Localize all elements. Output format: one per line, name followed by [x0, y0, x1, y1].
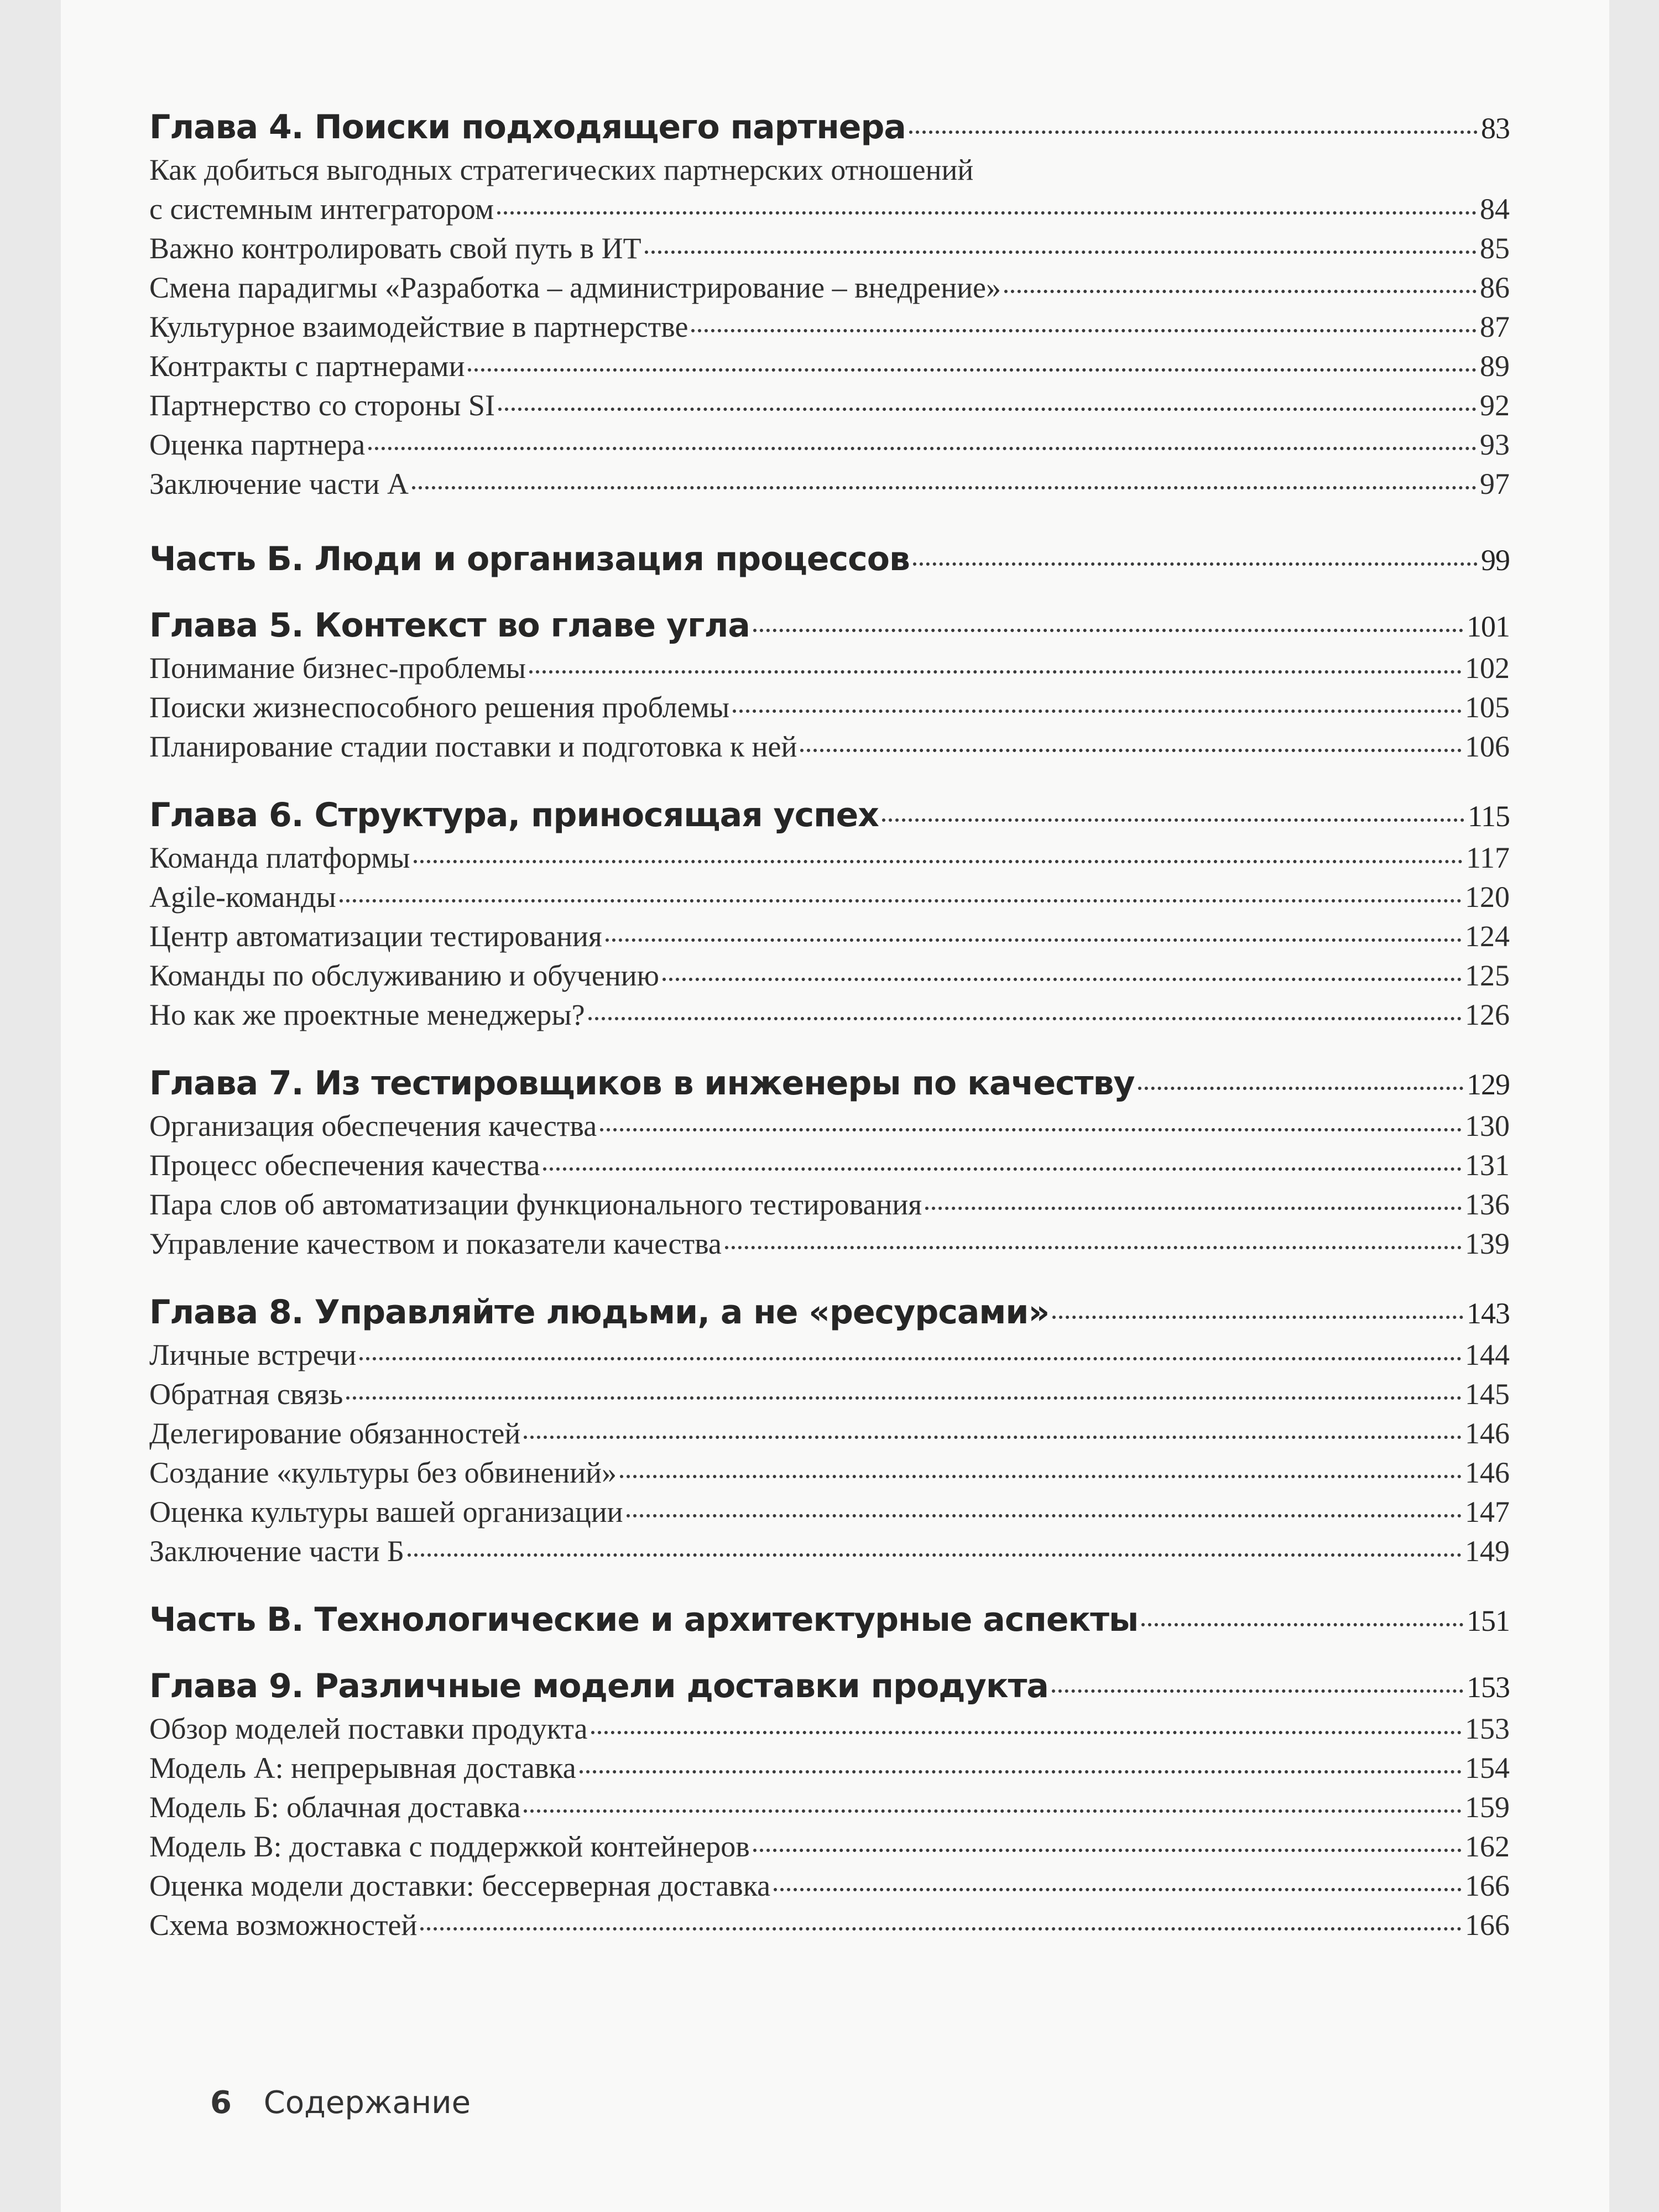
dot-leader — [913, 562, 1478, 566]
toc-spacer — [149, 1571, 1510, 1598]
toc-section-entry — [149, 1146, 1510, 1185]
toc-entry-page: 115 — [1468, 800, 1510, 833]
toc-chapter-entry — [149, 105, 1510, 150]
toc-entry-title: Модель А: непрерывная доставка — [149, 1751, 576, 1785]
toc-entry-page: 92 — [1480, 389, 1510, 422]
toc-entry-title: Глава 6. Структура, приносящая успех — [149, 796, 879, 834]
dot-leader — [620, 1475, 1462, 1478]
dot-leader — [1004, 290, 1477, 293]
dot-leader — [420, 1927, 1462, 1931]
toc-entry-title: Схема возможностей — [149, 1908, 418, 1942]
toc-section-entry — [149, 1185, 1510, 1224]
toc-entry-title: Создание «культуры без обвинений» — [149, 1456, 617, 1489]
toc-entry-title-line: Как добиться выгодных стратегических партнерских отношений — [149, 153, 974, 186]
dot-leader — [580, 1770, 1462, 1773]
toc-section-entry — [149, 229, 1510, 268]
dot-leader — [359, 1357, 1462, 1360]
dot-leader — [1052, 1689, 1463, 1693]
toc-entry-page: 166 — [1465, 1869, 1510, 1902]
toc-entry-title: Глава 9. Различные модели доставки продукта — [149, 1667, 1048, 1705]
toc-entry-title: с системным интегратором — [149, 192, 494, 226]
toc-entry-page: 89 — [1480, 349, 1510, 383]
toc-entry-page: 131 — [1465, 1149, 1510, 1182]
dot-leader — [524, 1809, 1462, 1813]
toc-chapter-entry — [149, 1664, 1510, 1709]
toc-entry-page: 87 — [1480, 310, 1510, 343]
toc-spacer — [149, 1264, 1510, 1290]
toc-section-entry — [149, 1493, 1510, 1532]
toc-section-entry — [149, 1107, 1510, 1146]
toc-entry-page: 117 — [1466, 841, 1510, 874]
dot-leader — [524, 1436, 1462, 1439]
toc-entry-page: 149 — [1465, 1535, 1510, 1568]
toc-section-entry — [149, 190, 1510, 229]
toc-chapter-entry — [149, 1290, 1510, 1335]
dot-leader — [753, 1849, 1462, 1852]
dot-leader — [1138, 1087, 1463, 1090]
running-footer-label: Содержание — [263, 2085, 471, 2121]
toc-section-entry — [149, 347, 1510, 386]
dot-leader — [368, 447, 1477, 450]
toc-entry-title: Управление качеством и показатели качества — [149, 1227, 722, 1260]
toc-section-entry — [149, 1866, 1510, 1906]
toc-entry-page: 129 — [1467, 1068, 1510, 1101]
toc-entry-page: 97 — [1480, 467, 1510, 500]
toc-entry-page: 162 — [1465, 1830, 1510, 1863]
toc-entry-page: 125 — [1465, 959, 1510, 992]
dot-leader — [497, 211, 1477, 215]
dot-leader — [346, 1396, 1462, 1400]
toc-section-entry — [149, 1749, 1510, 1788]
toc-entry-title: Контракты с партнерами — [149, 349, 465, 383]
toc-entry-page: 126 — [1465, 998, 1510, 1031]
toc-entry-page: 143 — [1467, 1297, 1510, 1330]
toc-section-entry — [149, 649, 1510, 688]
dot-leader — [414, 860, 1463, 863]
toc-entry-page: 130 — [1465, 1109, 1510, 1142]
toc-section-entry — [149, 688, 1510, 727]
toc-section-entry — [149, 268, 1510, 307]
toc-entry-title: Делегирование обязанностей — [149, 1417, 521, 1450]
toc-entry-page: 154 — [1465, 1751, 1510, 1785]
toc-entry-title: Культурное взаимодействие в партнерстве — [149, 310, 688, 343]
toc-entry-page: 153 — [1467, 1671, 1510, 1704]
toc-entry-page: 153 — [1465, 1712, 1510, 1745]
toc-entry-title: Заключение части Б — [149, 1535, 404, 1568]
toc-entry-title: Обзор моделей поставки продукта — [149, 1712, 588, 1745]
toc-section-entry — [149, 838, 1510, 878]
toc-section-entry — [149, 1788, 1510, 1827]
toc-entry-title: Оценка культуры вашей организации — [149, 1495, 623, 1528]
dot-leader — [412, 486, 1477, 489]
toc-section-entry — [149, 727, 1510, 766]
toc-entry-page: 147 — [1465, 1495, 1510, 1528]
toc-section-entry — [149, 956, 1510, 995]
toc-section-entry — [149, 995, 1510, 1035]
toc-entry-page: 105 — [1465, 691, 1510, 724]
dot-leader — [753, 629, 1463, 632]
toc-entry-page: 139 — [1465, 1227, 1510, 1260]
toc-entry-title: Важно контролировать свой путь в ИТ — [149, 232, 641, 265]
dot-leader — [627, 1514, 1462, 1517]
toc-chapter-entry — [149, 537, 1510, 582]
dot-leader — [800, 749, 1462, 752]
dot-leader — [1052, 1316, 1463, 1319]
toc-chapter-entry — [149, 1598, 1510, 1643]
toc-entry-page: 146 — [1465, 1417, 1510, 1450]
toc-entry-title: Оценка партнера — [149, 428, 366, 461]
toc-spacer — [149, 582, 1510, 603]
dot-leader — [925, 1207, 1462, 1210]
toc-entry-title: Команды по обслуживанию и обучению — [149, 959, 659, 992]
toc-spacer — [149, 1643, 1510, 1664]
toc-spacer — [149, 1035, 1510, 1061]
toc-section-entry — [149, 1335, 1510, 1375]
dot-leader — [606, 938, 1462, 942]
toc-spacer — [149, 766, 1510, 793]
toc-entry-title: Смена парадигмы «Разработка – администрирование – внедрение» — [149, 271, 1001, 304]
toc-entry-page: 136 — [1465, 1188, 1510, 1221]
toc-spacer — [149, 504, 1510, 537]
dot-leader — [588, 1017, 1462, 1020]
toc-section-entry — [149, 386, 1510, 425]
toc-chapter-entry — [149, 1061, 1510, 1107]
toc-entry-page: 86 — [1480, 271, 1510, 304]
toc-section-entry — [149, 1453, 1510, 1493]
toc-entry-page: 101 — [1467, 610, 1510, 643]
toc-section-entry — [149, 1827, 1510, 1866]
dot-leader — [600, 1128, 1462, 1131]
dot-leader — [645, 251, 1477, 254]
dot-leader — [591, 1731, 1462, 1734]
toc-entry-page: 84 — [1480, 192, 1510, 226]
toc-section-entry — [149, 1414, 1510, 1453]
dot-leader — [882, 818, 1464, 822]
toc-entry-page: 145 — [1465, 1378, 1510, 1411]
dot-leader — [340, 899, 1462, 902]
toc-section-entry — [149, 1224, 1510, 1264]
toc-entry-title: Часть В. Технологические и архитектурные аспекты — [149, 1600, 1139, 1639]
toc-entry-title: Поиски жизнеспособного решения проблемы — [149, 691, 730, 724]
toc-entry-title: Понимание бизнес-проблемы — [149, 651, 526, 685]
dot-leader — [909, 131, 1478, 134]
dot-leader — [529, 670, 1462, 674]
dot-leader — [1141, 1623, 1463, 1626]
toc-entry-title: Обратная связь — [149, 1378, 343, 1411]
dot-leader — [408, 1553, 1462, 1557]
toc-entry-page: 151 — [1467, 1604, 1510, 1637]
toc-chapter-entry — [149, 603, 1510, 649]
toc-entry-title: Процесс обеспечения качества — [149, 1149, 540, 1182]
book-page — [61, 0, 1609, 2212]
toc-entry-title: Глава 4. Поиски подходящего партнера — [149, 108, 906, 147]
toc-section-entry — [149, 1906, 1510, 1945]
toc-entry-page: 120 — [1465, 880, 1510, 914]
toc-entry-title: Модель В: доставка с поддержкой контейнеров — [149, 1830, 750, 1863]
page-footer — [210, 2085, 471, 2121]
dot-leader — [725, 1246, 1462, 1249]
toc-entry-title: Глава 7. Из тестировщиков в инженеры по качеству — [149, 1064, 1135, 1103]
toc-entry-page: 99 — [1481, 544, 1510, 577]
toc-entry-title: Глава 5. Контекст во главе угла — [149, 606, 750, 645]
dot-leader — [468, 368, 1477, 372]
toc-chapter-entry — [149, 793, 1510, 838]
dot-leader — [543, 1167, 1462, 1171]
dot-leader — [498, 408, 1477, 411]
toc-entry-title: Планирование стадии поставки и подготовка к ней — [149, 730, 797, 763]
toc-entry-page: 93 — [1480, 428, 1510, 461]
toc-section-entry — [149, 465, 1510, 504]
toc-section-entry — [149, 1709, 1510, 1749]
toc-entry-title: Команда платформы — [149, 841, 410, 874]
toc-entry-title: Организация обеспечения качества — [149, 1109, 597, 1142]
toc-entry-page: 159 — [1465, 1791, 1510, 1824]
toc-entry-page: 83 — [1481, 112, 1510, 145]
toc-entry-page: 85 — [1480, 232, 1510, 265]
toc-entry-page: 144 — [1465, 1338, 1510, 1371]
toc-section-entry — [149, 878, 1510, 917]
toc-section-entry — [149, 917, 1510, 956]
toc-entry-page: 146 — [1465, 1456, 1510, 1489]
toc-entry-title: Но как же проектные менеджеры? — [149, 998, 585, 1031]
toc-entry-page: 124 — [1465, 920, 1510, 953]
toc-entry-page: 106 — [1465, 730, 1510, 763]
toc-entry-title: Agile-команды — [149, 880, 336, 914]
toc-section-entry — [149, 307, 1510, 347]
toc-entry-title: Часть Б. Люди и организация процессов — [149, 540, 910, 578]
toc-section-entry — [149, 1375, 1510, 1414]
toc-section-entry — [149, 1532, 1510, 1571]
toc-entry-title: Личные встречи — [149, 1338, 357, 1371]
page-number: 6 — [210, 2085, 232, 2121]
dot-leader — [733, 709, 1462, 713]
toc-entry-title: Оценка модели доставки: бессерверная доставка — [149, 1869, 771, 1902]
toc-entry-title: Центр автоматизации тестирования — [149, 920, 602, 953]
dot-leader — [691, 329, 1477, 332]
table-of-contents — [149, 105, 1510, 1945]
toc-entry-title: Заключение части А — [149, 467, 409, 500]
toc-entry-page: 102 — [1465, 651, 1510, 685]
toc-entry-page: 166 — [1465, 1908, 1510, 1942]
toc-section-entry — [149, 425, 1510, 465]
dot-leader — [662, 978, 1462, 981]
dot-leader — [774, 1888, 1462, 1891]
toc-entry-title: Партнерство со стороны SI — [149, 389, 495, 422]
toc-entry-title: Пара слов об автоматизации функционального тестирования — [149, 1188, 922, 1221]
toc-entry-title: Модель Б: облачная доставка — [149, 1791, 521, 1824]
toc-entry-title: Глава 8. Управляйте людьми, а не «ресурсами» — [149, 1293, 1050, 1332]
